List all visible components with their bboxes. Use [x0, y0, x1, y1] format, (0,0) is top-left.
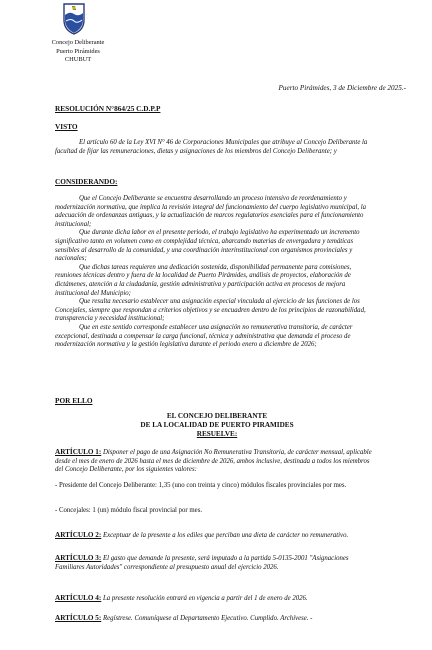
article-text: Regístrese. Comuníquese al Departamento Ejecutivo. Cumplido. Archívese. - [102, 615, 313, 622]
considerando-body [55, 195, 379, 350]
article-text: Exceptuar de la presente a los ediles que perciban una dieta de carácter no remunerativo. [102, 532, 349, 539]
article-text: El gasto que demande la presente, será imputado a la partida 5-0135-2001 "Asignaciones Familiares Autoridades" correspondiente al presupuesto anual del ejercicio 2026. [55, 555, 349, 571]
considerando-paragraph: Que en este sentido corresponde establecer una asignación no remunerativa transitoria, de carácter excepcional, destinada a compensar la carga funcional, técnica y administrativa que demanda el proceso de modernización normativa y la gestión legislativa durante el periodo enero a diciembre de 2026; [55, 323, 353, 349]
article-label: ARTÍCULO 4: [55, 594, 102, 602]
institution-line: Concejo Deliberante [51, 39, 105, 46]
article-4 [55, 594, 379, 604]
considerando-paragraph: Que el Concejo Deliberante se encuentra desarrollando un proceso intensivo de reordenamiento y modernización normativa, que implica la revisión integral del funcionamiento del cuerpo legislativo municipal, la adecuación de ordenanzas antiguas, y la actualización de marcos regulatorios esenciales para el funcionamiento institucional; [55, 195, 367, 228]
article-label: ARTÍCULO 2: [55, 531, 102, 539]
enacting-clause [55, 412, 379, 439]
place-and-date: Puerto Pirámides, 3 de Diciembre de 2025.- [278, 84, 406, 92]
article-5 [55, 614, 379, 624]
considerando-paragraph: Que durante dicha labor en el presente periodo, el trabajo legislativo ha experimentado un incremento significativo tanto en volumen como en complejidad técnica, abarcando materias de envergadura y temáticas sensibles al desarrollo de la comunidad, y una coordinación interinstitucional con organismos provinciales y nacionales; [55, 229, 360, 263]
article-3 [55, 554, 379, 572]
enacting-line: RESUELVE: [196, 430, 238, 438]
article-label: ARTÍCULO 5: [55, 614, 102, 622]
considerando-paragraph: Que dichas tareas requieren una dedicación sostenida, disponibilidad permanente para comisiones, reuniones técnicas dentro y fuera de la localidad de Puerto Pirámides, análisis de proyectos, elaboración de dictámenes, atención a la ciudadanía, gestión administrativa y participación activa en procesos de mejora institucional del Municipio; [55, 263, 352, 297]
municipal-emblem-icon [62, 2, 86, 36]
article-2 [55, 531, 379, 541]
por-ello-heading: POR ELLO [55, 396, 93, 405]
enacting-line: DE LA LOCALIDAD DE PUERTO PIRAMIDES [140, 421, 294, 429]
article-label: ARTÍCULO 3: [55, 554, 102, 562]
institution-block [38, 39, 118, 65]
considerando-heading: CONSIDERANDO: [55, 177, 118, 186]
enacting-line: EL CONCEJO DELIBERANTE [166, 412, 268, 420]
article-text: La presente resolución entrará en vigencia a partir del 1 de enero de 2026. [102, 595, 308, 602]
resolution-number: RESOLUCIÓN N°864/25 C.D.P.P [55, 104, 161, 113]
article-label: ARTÍCULO 1: [55, 448, 102, 456]
visto-heading: VISTO [55, 122, 78, 131]
visto-text: El artículo 60 de la Ley XVI N° 46 de Corporaciones Municipales que atribuye al Concejo Deliberante la facultad de fijar las remuneraciones, dietas y asignaciones de los miembros del Concejo Deliberante; y [55, 139, 368, 155]
article-1-item: - Presidente del Concejo Deliberante: 1,35 (uno con treinta y cinco) módulos fiscales provinciales por mes. [55, 482, 347, 489]
considerando-paragraph: Que resulta necesario establecer una asignación especial vinculada al ejercicio de las funciones de los Concejales, siempre que respondan a criterios objetivos y se encuadren dentro de los principios de razonabilidad, transparencia y necesidad institucional; [55, 298, 366, 323]
article-1 [55, 448, 379, 475]
institution-line: CHUBUT [64, 56, 92, 64]
institution-line: Puerto Pirámides [56, 47, 100, 55]
article-1-item: - Concejales: 1 (un) módulo fiscal provincial por mes. [55, 507, 203, 514]
article-text: Disponer el pago de una Asignación No Remunerativa Transitoria, de carácter mensual, aplicable desde el mes de enero de 2026 hasta el mes de diciembre de 2026, ambos inclusive, destinada a todos los miembros del Concejo Deliberante, por los siguientes valores: [55, 449, 372, 474]
